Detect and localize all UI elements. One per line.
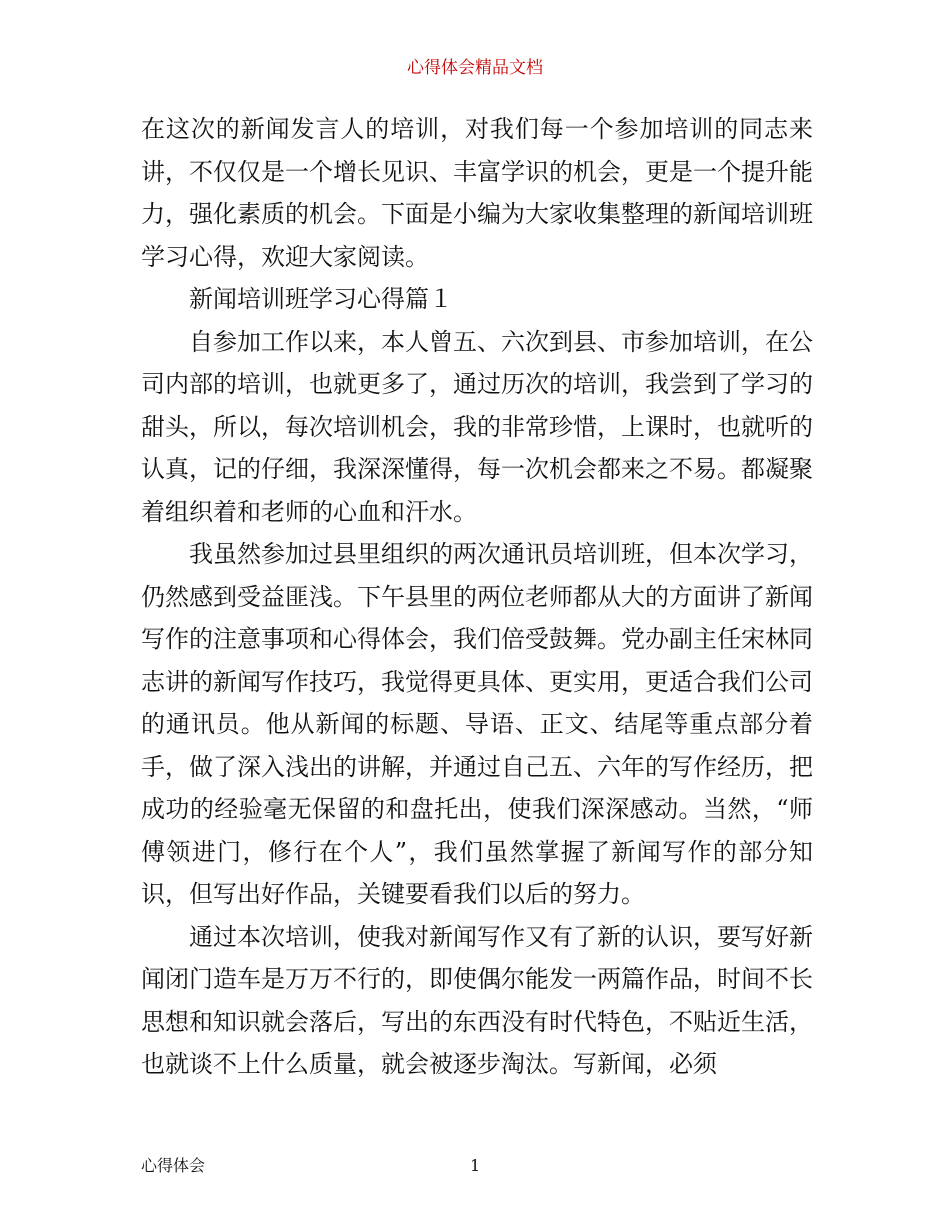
body-paragraph: 自参加工作以来，本人曾五、六次到县、市参加培训，在公司内部的培训，也就更多了，通过历次的培训，我尝到了学习的甜头，所以，每次培训机会，我的非常珍惜，上课时，也就听的认真，记的仔细，我深深懂得，每一次机会都来之不易。都凝聚着组织着和老师的心血和汗水。 [141, 327, 813, 526]
header-title: 心得体会精品文档 [407, 58, 543, 78]
page-number: 1 [470, 1156, 481, 1175]
body-paragraph: 通过本次培训，使我对新闻写作又有了新的认识，要写好新闻闭门造车是万万不行的，即使偶尔能发一两篇作品，时间不长思想和知识就会落后，写出的东西没有时代特色，不贴近生活，也就谈不上什么质量，就会被逐步淘汰。写新闻，必须 [141, 922, 813, 1078]
page-header [0, 57, 950, 79]
body-paragraph: 我虽然参加过县里组织的两次通讯员培训班，但本次学习，仍然感到受益匪浅。下午县里的两位老师都从大的方面讲了新闻写作的注意事项和心得体会，我们倍受鼓舞。党办副主任宋林同志讲的新闻写作技巧，我觉得更具体、更实用，更适合我们公司的通讯员。他从新闻的标题、导语、正文、结尾等重点部分着手，做了深入浅出的讲解，并通过自己五、六年的写作经历，把成功的经验毫无保留的和盘托出，使我们深深感动。当然，“师傅领进门，修行在个人”，我们虽然掌握了新闻写作的部分知识，但写出好作品，关键要看我们以后的努力。 [141, 540, 813, 908]
intro-paragraph: 在这次的新闻发言人的培训，对我们每一个参加培训的同志来讲，不仅仅是一个增长见识、丰富学识的机会，更是一个提升能力，强化素质的机会。下面是小编为大家收集整理的新闻培训班学习心得，欢迎大家阅读。 [141, 115, 813, 271]
document-body [141, 108, 813, 1086]
page-footer [0, 1154, 950, 1178]
footer-label: 心得体会 [141, 1156, 206, 1175]
section-heading: 新闻培训班学习心得篇１ [189, 285, 453, 313]
